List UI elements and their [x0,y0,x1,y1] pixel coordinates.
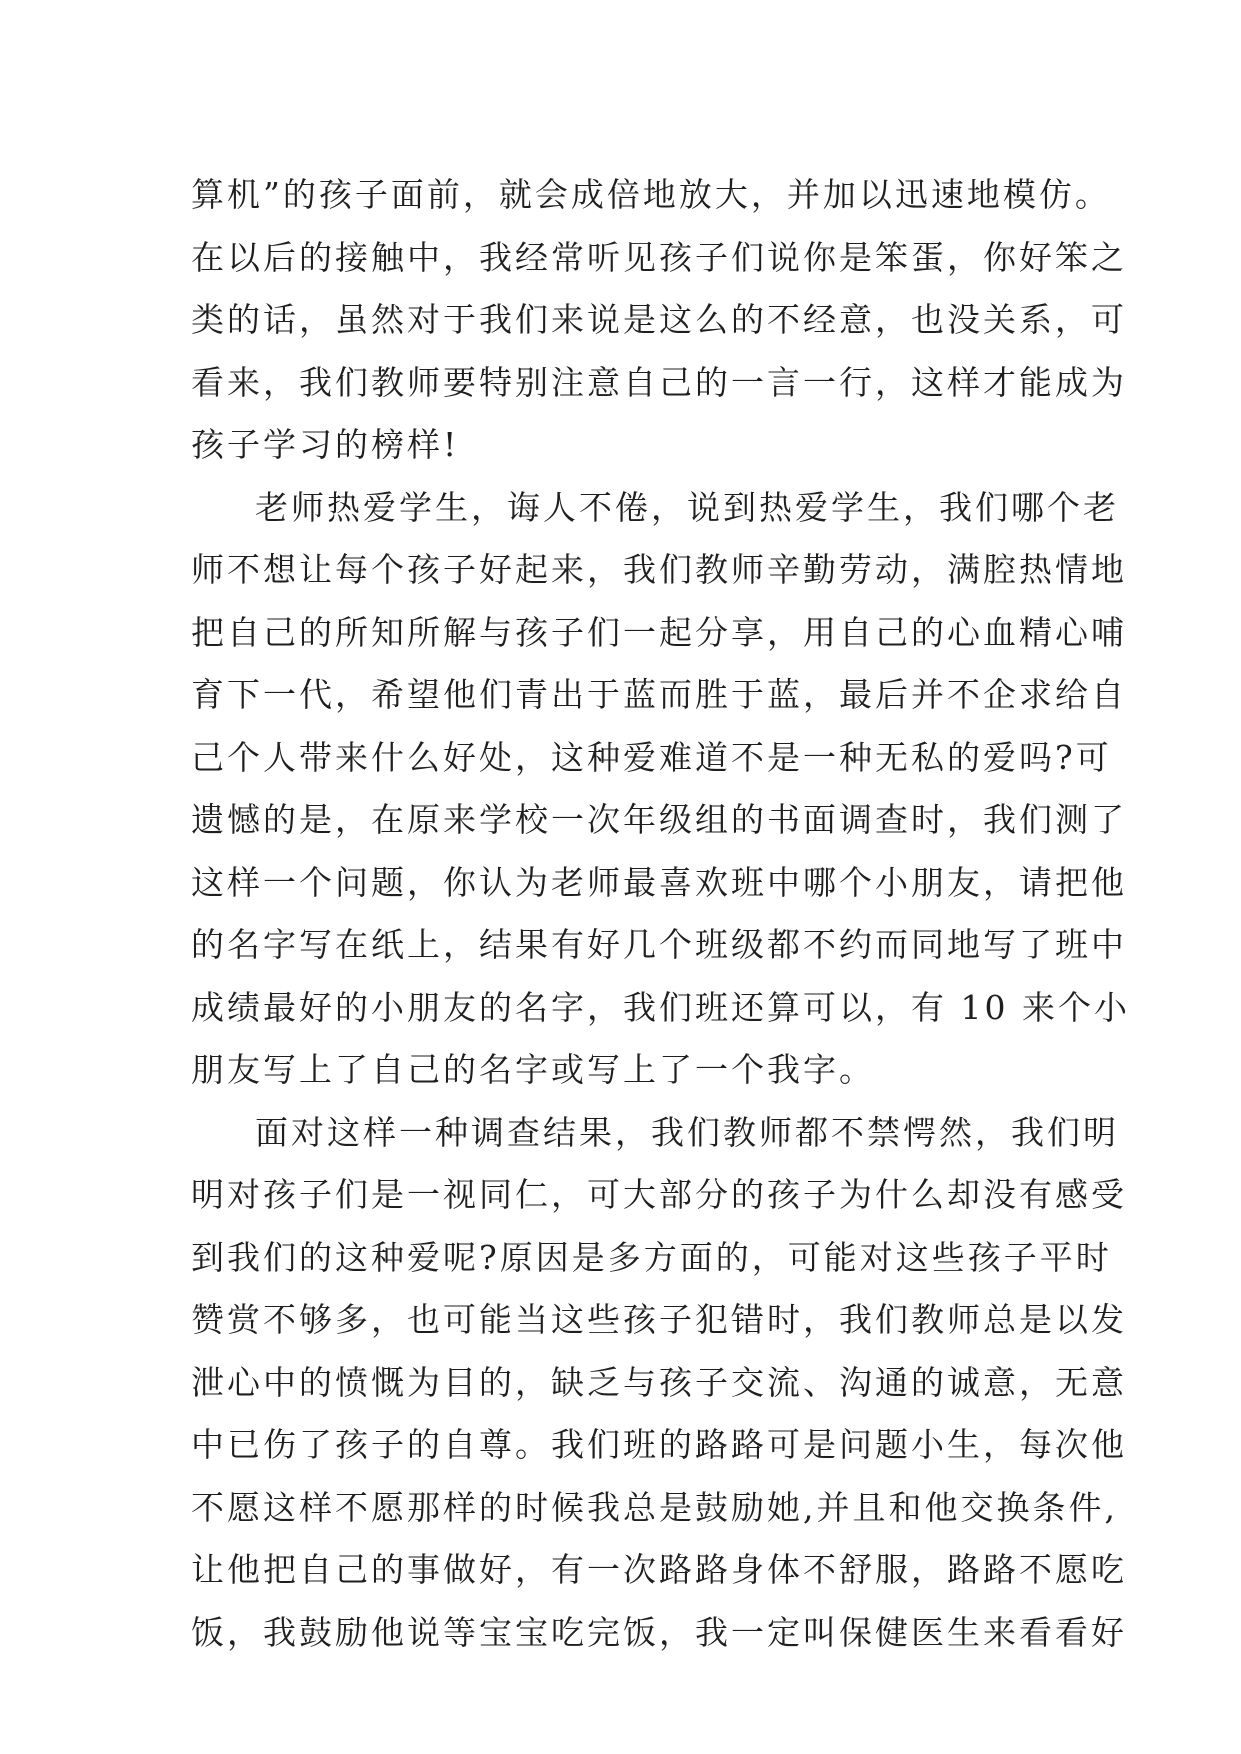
text-line: 算机”的孩子面前，就会成倍地放大，并加以迅速地模仿。 [191,175,1111,214]
text-line: 面对这样一种调查结果，我们教师都不禁愕然，我们明 [255,1112,1119,1152]
text-line: 泄心中的愤慨为目的，缺乏与孩子交流、沟通的诚意，无意 [191,1362,1127,1402]
text-line: 成绩最好的小朋友的名字，我们班还算可以，有 10 来个小 [191,987,1130,1027]
text-line: 这样一个问题，你认为老师最喜欢班中哪个小朋友，请把他 [191,862,1127,902]
text-line: 把自己的所知所解与孩子们一起分享，用自己的心血精心哺 [191,612,1127,652]
text-line: 的名字写在纸上，结果有好几个班级都不约而同地写了班中 [191,925,1127,964]
text-line: 在以后的接触中，我经常听见孩子们说你是笨蛋，你好笨之 [191,237,1127,277]
text-line: 师不想让每个孩子好起来，我们教师辛勤劳动，满腔热情地 [191,550,1127,589]
text-line: 看来，我们教师要特别注意自己的一言一行，这样才能成为 [191,362,1127,402]
text-line: 朋友写上了自己的名字或写上了一个我字。 [191,1050,875,1089]
text-line: 明对孩子们是一视同仁，可大部分的孩子为什么却没有感受 [191,1175,1127,1214]
text-line: 遗憾的是，在原来学校一次年级组的书面调查时，我们测了 [191,800,1127,839]
text-line: 老师热爱学生，诲人不倦，说到热爱学生，我们哪个老 [255,487,1119,527]
text-line: 到我们的这种爱呢?原因是多方面的，可能对这些孩子平时 [191,1237,1112,1277]
text-line: 让他把自己的事做好，有一次路路身体不舒服，路路不愿吃 [191,1550,1127,1589]
body-text [191,164,1130,1664]
text-line: 中已伤了孩子的自尊。我们班的路路可是问题小生，每次他 [191,1425,1127,1464]
text-line: 孩子学习的榜样! [191,425,460,464]
text-line: 赞赏不够多，也可能当这些孩子犯错时，我们教师总是以发 [191,1300,1127,1339]
text-line: 类的话，虽然对于我们来说是这么的不经意，也没关系，可 [191,300,1127,339]
text-line: 己个人带来什么好处，这种爱难道不是一种无私的爱吗?可 [191,737,1112,777]
text-line: 育下一代，希望他们青出于蓝而胜于蓝，最后并不企求给自 [191,675,1127,714]
text-line: 饭，我鼓励他说等宝宝吃完饭，我一定叫保健医生来看看好 [191,1612,1127,1652]
text-line: 不愿这样不愿那样的时候我总是鼓励她,并且和他交换条件, [191,1487,1118,1527]
